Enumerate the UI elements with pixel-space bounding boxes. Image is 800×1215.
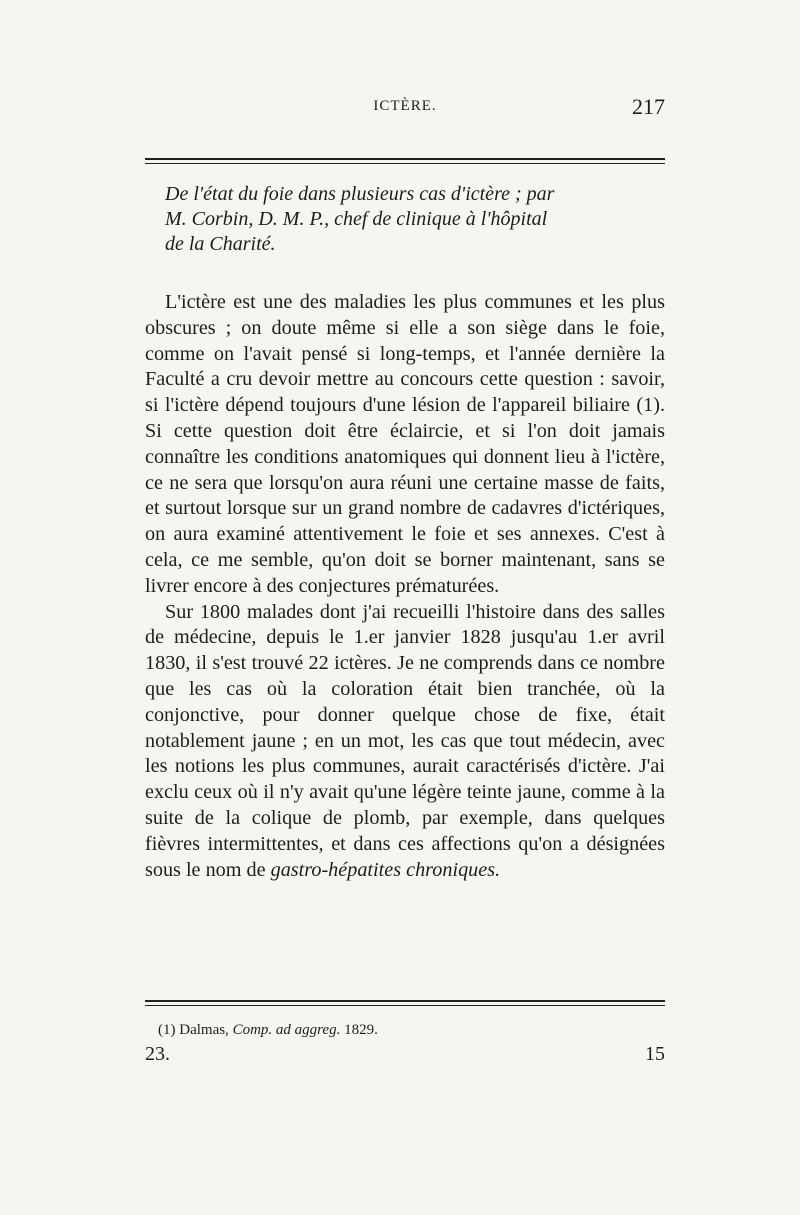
paragraph: L'ictère est une des maladies les plus communes et les plus obscures ; on doute même si elle a son siège dans le foie, comme on l'avait pensé si long-temps, et l'année dernière la Faculté a cru devoir mettre au concours cette question : savoir, si l'ictère dépend toujours d'une lésion de l'appareil biliaire (1). Si cette question doit être éclaircie, et si l'on doit jamais connaître les conditions anatomiques qui donnent lieu à l'ictère, ce ne sera que lorsqu'on aura réuni une certaine masse de faits, et surtout lorsque sur un grand nombre de cadavres d'ictériques, on aura examiné attentivement le foie et ses annexes. C'est à cela, ce me semble, qu'on doit se borner maintenant, sans se livrer encore à des conjectures prématurées. [145,291,665,597]
running-title: ICTÈRE. [373,98,437,114]
article-title-line: de la Charité. [165,233,276,255]
signature-mark: 23. [145,1043,170,1065]
paragraph [145,600,665,884]
article-title-line: M. Corbin, D. M. P., chef de clinique à l'hôpital [165,208,548,230]
footnote [158,1022,658,1039]
folio-number: 15 [645,1043,665,1065]
article-title [145,182,665,257]
footnote-marker: (1) Dalmas, [158,1022,233,1038]
body-text [145,290,665,883]
italic-term: gastro-hépatites chroniques. [270,858,501,881]
page-number: 217 [632,94,665,119]
footnote-rule [145,1000,665,1006]
article-title-line: De l'état du foie dans plusieurs cas d'ictère ; par [165,183,555,205]
footnote-year: 1829. [340,1022,378,1038]
footnote-italic: Comp. ad aggreg. [232,1022,341,1038]
header-rule [145,158,665,164]
running-head [145,94,665,128]
paragraph-text: Sur 1800 malades dont j'ai recueilli l'histoire dans des salles de médecine, depuis le 1.er janvier 1828 jusqu'au 1.er avril 1830, il s'est trouvé 22 ictères. Je ne comprends dans ce nombre que les cas où la coloration était bien tranchée, où la conjonctive, pour donner quelque chose de fixe, était notablement jaune ; en un mot, les cas que tout médecin, avec les notions les plus communes, aurait caractérisés d'ictère. J'ai exclu ceux où il n'y avait qu'une légère teinte jaune, comme à la suite de la colique de plomb, par exemple, dans quelques fièvres intermittentes, et dans ces affections qu'on a désignées sous le nom de [145,600,665,881]
